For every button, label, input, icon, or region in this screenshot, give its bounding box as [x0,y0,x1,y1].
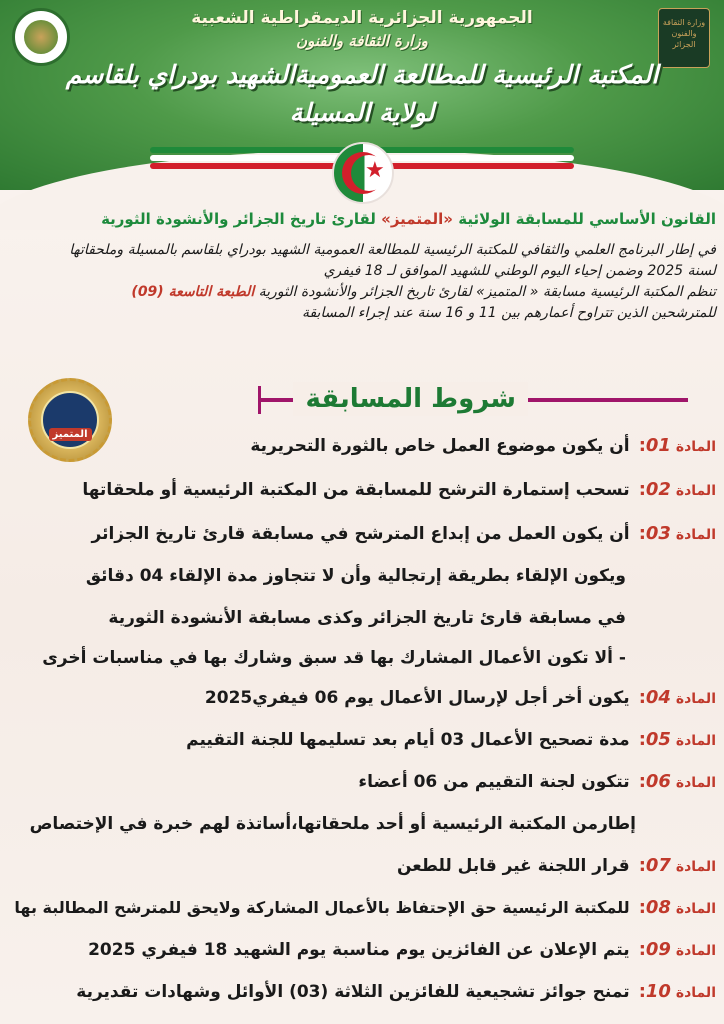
article-text: أن يكون العمل من إبداع المترشح في مسابقة قارئ تاريخ الجزائر [91,524,630,544]
title-part1: القانون الأساسي للمسابقة الولائية [458,210,716,228]
flag-ribbon-right [274,143,574,183]
section-header [258,382,688,416]
article-text: يكون أخر أجل لإرسال الأعمال يوم 06 فيفري2025 [204,688,630,708]
article-label: المادة 08 [645,897,716,918]
article-label: المادة 10 [645,981,716,1002]
article-text: تسحب إستمارة الترشح للمسابقة من المكتبة الرئيسية أو ملحقاتها [82,480,630,500]
article-07: المادة 07: قرار اللجنة غير قابل للطعن [396,855,716,876]
province-title: لولاية المسيلة [289,98,435,127]
intro-paragraph [8,240,716,324]
article-label: المادة 04 [645,687,716,708]
article-label: المادة 07 [645,855,716,876]
article-text: تمنح جوائز تشجيعية للفائزين الثلاثة (03) الأوائل وشهادات تقديرية [76,982,630,1002]
intro-line-1: في إطار البرنامج العلمي والثقافي للمكتبة الرئيسية للمطالعة العمومية الشهيد بودراي بلقاسم بالمسيلة وملحقاتها [69,242,716,258]
article-10: المادة 10: تمنح جوائز تشجيعية للفائزين الثلاثة (03) الأوائل وشهادات تقديرية [76,981,716,1002]
article-label: المادة 01 [645,435,716,456]
article-text: يتم الإعلان عن الفائزين يوم مناسبة يوم الشهيد 18 فيفري 2025 [88,940,630,960]
intro-line-3a: تنظم المكتبة الرئيسية مسابقة « المتميز» لقارئ تاريخ الجزائر والأنشودة الثورية [258,284,716,300]
ministry-logo-text: وزارة الثقافة والفنون الجزائر [662,18,706,49]
intro-line-4: للمترشحين الذين تتراوح أعمارهم بين 11 و 16 سنة عند إجراء المسابقة [301,305,716,321]
edition-label: الطبعة التاسعة (09) [131,284,255,300]
title-part2: لقارئ تاريخ الجزائر والأنشودة الثورية [101,210,376,228]
intro-line-3 [8,282,716,303]
title-quoted: «المتميز» [381,210,453,228]
article-text: للمكتبة الرئيسية حق الإحتفاظ بالأعمال المشاركة ولايحق للمترشح المطالبة بها [14,898,630,917]
article-03-continued-2: في مسابقة قارئ تاريخ الجزائر وكذى مسابقة الأنشودة الثورية [108,608,626,628]
competition-title [8,210,716,228]
article-label: المادة 09 [645,939,716,960]
article-08: المادة 08: للمكتبة الرئيسية حق الإحتفاظ بالأعمال المشاركة ولايحق للمترشح المطالبة بها [14,897,716,918]
article-text: أن يكون موضوع العمل خاص بالثورة التحريرية [250,436,630,456]
article-05: المادة 05: مدة تصحيح الأعمال 03 أيام بعد تسليمها للجنة التقييم [186,729,716,750]
article-03-continued-3: - ألا تكون الأعمال المشارك بها قد سبق وشارك بها في مناسبات أخرى [42,648,626,668]
badge-label: المتميز [49,428,92,441]
star-icon: ★ [365,158,385,183]
article-label: المادة 05 [645,729,716,750]
article-label: المادة 06 [645,771,716,792]
republic-title: الجمهورية الجزائرية الديمقراطية الشعبية [191,8,533,28]
article-text: مدة تصحيح الأعمال 03 أيام بعد تسليمها للجنة التقييم [186,730,630,750]
article-03-continued-1: ويكون الإلقاء بطريقة إرتجالية وأن لا تتجاوز مدة الإلقاء 04 دقائق [85,566,626,586]
intro-line-2: لسنة 2025 وضمن إحياء اليوم الوطني للشهيد الموافق لـ 18 فيفري [323,263,716,279]
article-09: المادة 09: يتم الإعلان عن الفائزين يوم مناسبة يوم الشهيد 18 فيفري 2025 [88,939,716,960]
article-06-continued: إطارمن المكتبة الرئيسية أو أحد ملحقاتها،أساتذة لهم خبرة في الإختصاص [29,814,636,834]
article-04: المادة 04: يكون أخر أجل لإرسال الأعمال يوم 06 فيفري2025 [204,687,716,708]
article-03: المادة 03: أن يكون العمل من إبداع المترشح في مسابقة قارئ تاريخ الجزائر [91,523,716,544]
article-06: المادة 06: تتكون لجنة التقييم من 06 أعضاء [358,771,716,792]
article-01: المادة 01: أن يكون موضوع العمل خاص بالثورة التحريرية [250,435,716,456]
ministry-title: وزارة الثقافة والفنون [296,32,428,50]
library-title: المكتبة الرئيسية للمطالعة العموميةالشهيد بودراي بلقاسم [65,60,659,89]
article-label: المادة 02 [645,479,716,500]
article-label: المادة 03 [645,523,716,544]
article-text: تتكون لجنة التقييم من 06 أعضاء [358,772,630,792]
section-title: شروط المسابقة [293,382,528,416]
article-02: المادة 02: تسحب إستمارة الترشح للمسابقة من المكتبة الرئيسية أو ملحقاتها [82,479,716,500]
article-text: قرار اللجنة غير قابل للطعن [396,856,630,876]
